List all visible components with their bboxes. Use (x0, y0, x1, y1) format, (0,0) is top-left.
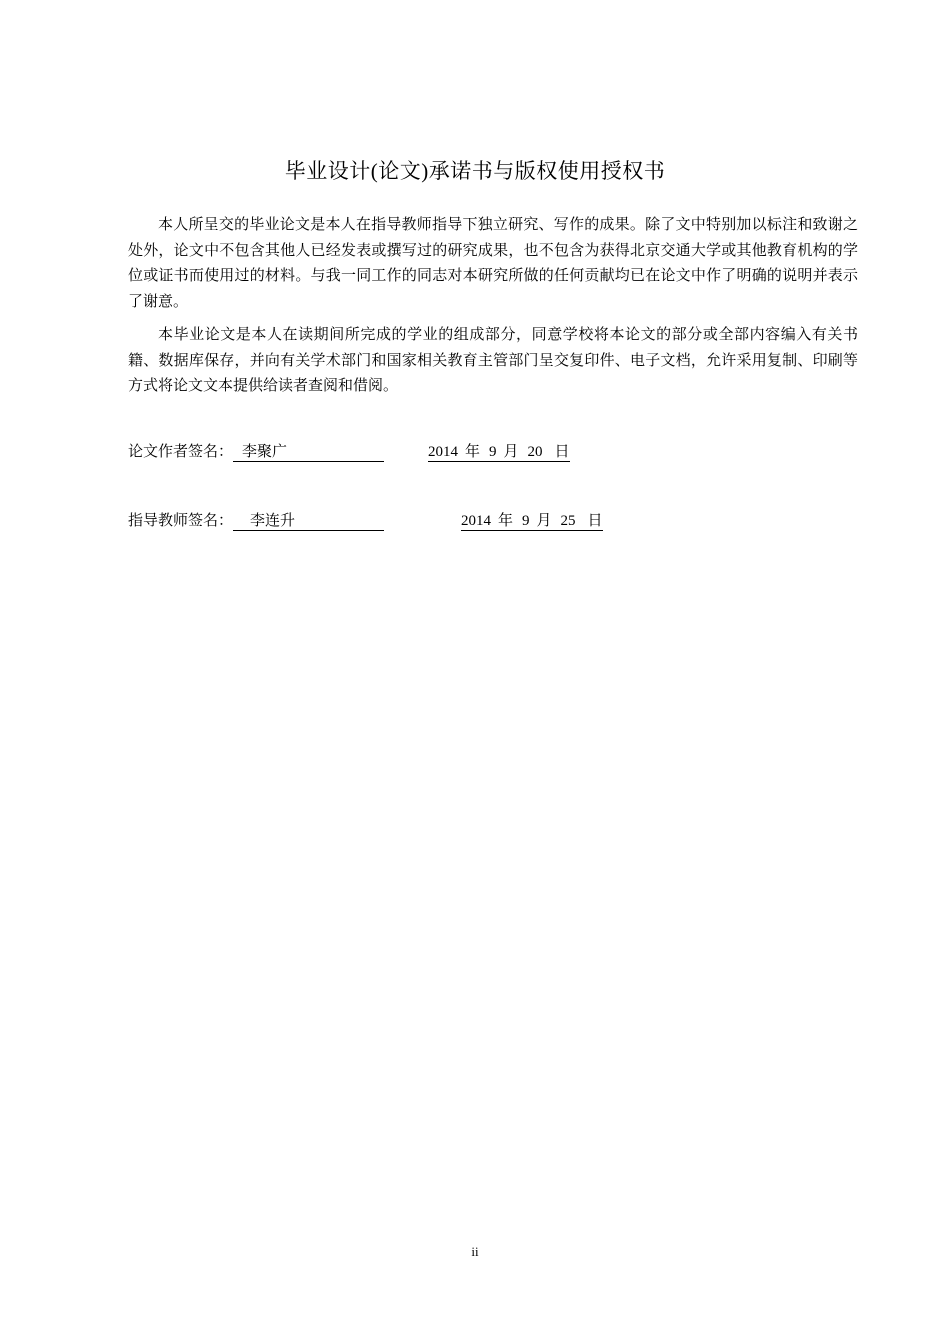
advisor-signature-label: 指导教师签名： (128, 513, 234, 529)
advisor-date-year-unit: 年 (498, 513, 514, 529)
author-date-year-unit: 年 (465, 444, 481, 460)
advisor-date-day: 25 (560, 513, 576, 529)
author-signature-name: 李聚广 (233, 443, 384, 462)
author-date-day-unit: 日 (554, 444, 570, 460)
author-date-year: 2014 (428, 444, 458, 460)
advisor-signature-name: 李连升 (233, 512, 384, 531)
commitment-paragraph: 本人所呈交的毕业论文是本人在指导教师指导下独立研究、写作的成果。除了文中特别加以标注和致谢之处外，论文中不包含其他人已经发表或撰写过的研究成果，也不包含为获得北京交通大学或其他教育机构的学位或证书而使用过的材料。与我一同工作的同志对本研究所做的任何贡献均已在论文中作了明确的说明并表示了谢意。 (128, 217, 858, 310)
advisor-signature-date (461, 512, 603, 531)
author-signature-label: 论文作者签名： (128, 444, 234, 460)
advisor-date-day-unit: 日 (587, 513, 603, 529)
page-title: 毕业设计(论文)承诺书与版权使用授权书 (284, 159, 666, 183)
author-date-month: 9 (489, 444, 497, 460)
author-date-day: 20 (527, 444, 543, 460)
page-number: ii (471, 1244, 479, 1259)
advisor-date-month-unit: 月 (536, 513, 552, 529)
advisor-date-year: 2014 (461, 513, 491, 529)
authorization-paragraph: 本毕业论文是本人在读期间所完成的学业的组成部分，同意学校将本论文的部分或全部内容编入有关书籍、数据库保存，并向有关学术部门和国家相关教育主管部门呈交复印件、电子文档，允许采用复制、印刷等方式将论文文本提供给读者查阅和借阅。 (128, 327, 858, 394)
advisor-date-month: 9 (522, 513, 530, 529)
advisor-signature-row (128, 510, 384, 532)
author-date-month-unit: 月 (503, 444, 519, 460)
author-signature-date (428, 443, 570, 462)
author-signature-row (128, 441, 384, 463)
